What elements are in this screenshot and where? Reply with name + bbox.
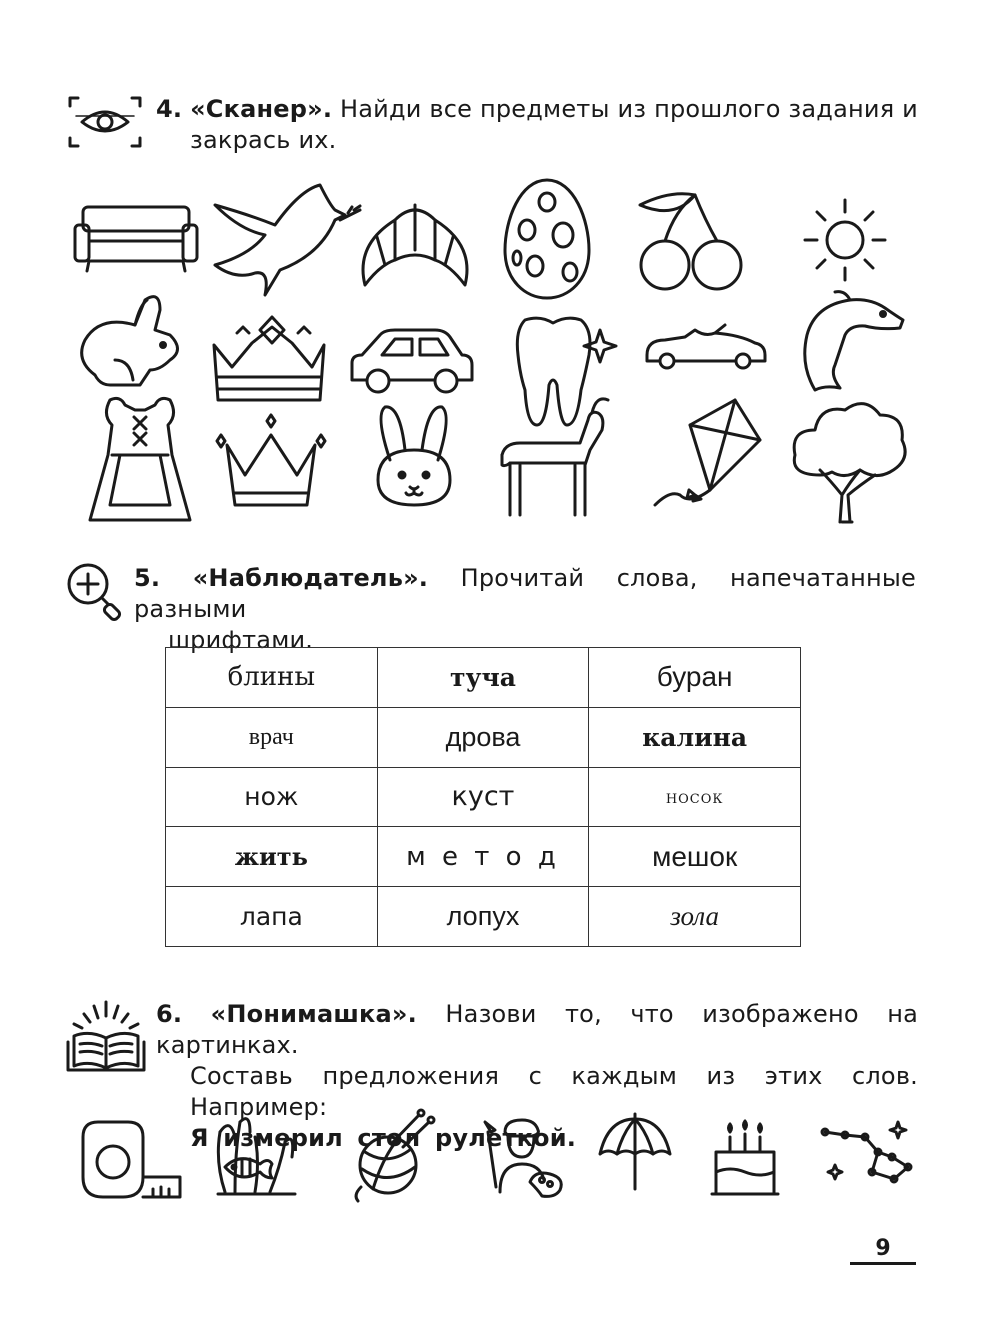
open-book-icon	[64, 998, 148, 1072]
table-cell: лопух	[377, 887, 589, 947]
table-cell: жить	[166, 827, 378, 887]
rabbit-icon	[82, 297, 178, 385]
table-cell: буран	[589, 648, 801, 708]
table-row	[166, 887, 801, 947]
task5-number: 5.	[134, 564, 161, 592]
words-table	[165, 647, 801, 947]
kite-icon	[655, 400, 760, 505]
painter-icon	[485, 1120, 561, 1196]
table-cell: м е т о д	[377, 827, 589, 887]
tooth-icon	[517, 318, 616, 425]
table-row	[166, 648, 801, 708]
coral-fish-icon	[218, 1119, 295, 1194]
table-cell: нож	[166, 767, 378, 827]
table-row	[166, 827, 801, 887]
car-icon	[352, 330, 472, 392]
task4-title: «Сканер».	[190, 95, 333, 123]
task4-picture-grid	[60, 175, 930, 525]
crown-icon	[217, 415, 325, 505]
yarn-ball-icon	[356, 1110, 434, 1201]
page-number: 9	[875, 1236, 891, 1261]
task6-title: «Понимашка».	[210, 1000, 417, 1028]
task6-example: Я измерил стол рулеткой.	[190, 1124, 577, 1152]
table-cell: туча	[377, 648, 589, 708]
umbrella-icon	[600, 1114, 670, 1189]
table-cell: мешок	[589, 827, 801, 887]
table-cell: врач	[166, 707, 378, 767]
page-number-underline	[850, 1262, 916, 1265]
crown-ornate-icon	[214, 317, 324, 400]
task6-icon	[64, 998, 148, 1072]
table-cell: блины	[166, 648, 378, 708]
table-cell: носок	[589, 767, 801, 827]
magnifier-icon	[66, 562, 126, 622]
task5-title: «Наблюдатель».	[192, 564, 429, 592]
task4-instruction-line1: Найди все предметы из прошлого задания и	[340, 95, 918, 123]
task6-instruction-line2: Составь предложения с каждым из этих слов. Например:	[190, 1062, 918, 1121]
sofa-icon	[75, 207, 197, 271]
task4-text	[156, 94, 918, 156]
table-row	[166, 767, 801, 827]
sun-icon	[805, 200, 885, 280]
goat-icon	[502, 399, 608, 515]
task4-instruction-line2: закрась их.	[190, 126, 337, 154]
table-cell: калина	[589, 707, 801, 767]
table-cell: куст	[377, 767, 589, 827]
task5-instruction-line2: шрифтами.	[168, 626, 314, 654]
cherries-icon	[640, 194, 741, 289]
task6-number: 6.	[156, 1000, 183, 1028]
table-row	[166, 707, 801, 767]
task4-number: 4.	[156, 95, 183, 123]
table-cell: лапа	[166, 887, 378, 947]
eye-scanner-icon	[68, 96, 142, 150]
dolphin-icon	[805, 292, 903, 390]
task4-icon	[68, 96, 142, 150]
task5-icon	[66, 562, 126, 622]
convertible-car-icon	[647, 325, 765, 368]
dove-icon	[215, 185, 360, 295]
constellation-icon	[822, 1122, 911, 1182]
spotted-egg-icon	[505, 180, 589, 298]
croissant-icon	[363, 205, 467, 285]
table-cell: дрова	[377, 707, 589, 767]
bunny-face-icon	[378, 407, 450, 505]
task5-text	[134, 563, 916, 656]
task6-picture-row	[70, 1112, 920, 1202]
tree-icon	[794, 404, 905, 522]
birthday-cake-icon	[712, 1121, 778, 1194]
table-cell: зола	[589, 887, 801, 947]
task5-instruction-line1: Прочитай слова, напечатанные разными	[134, 564, 916, 623]
task6-instruction-line1: Назови то, что изображено на картинках.	[156, 1000, 918, 1059]
tape-measure-icon	[83, 1122, 180, 1197]
dress-icon	[90, 398, 190, 520]
